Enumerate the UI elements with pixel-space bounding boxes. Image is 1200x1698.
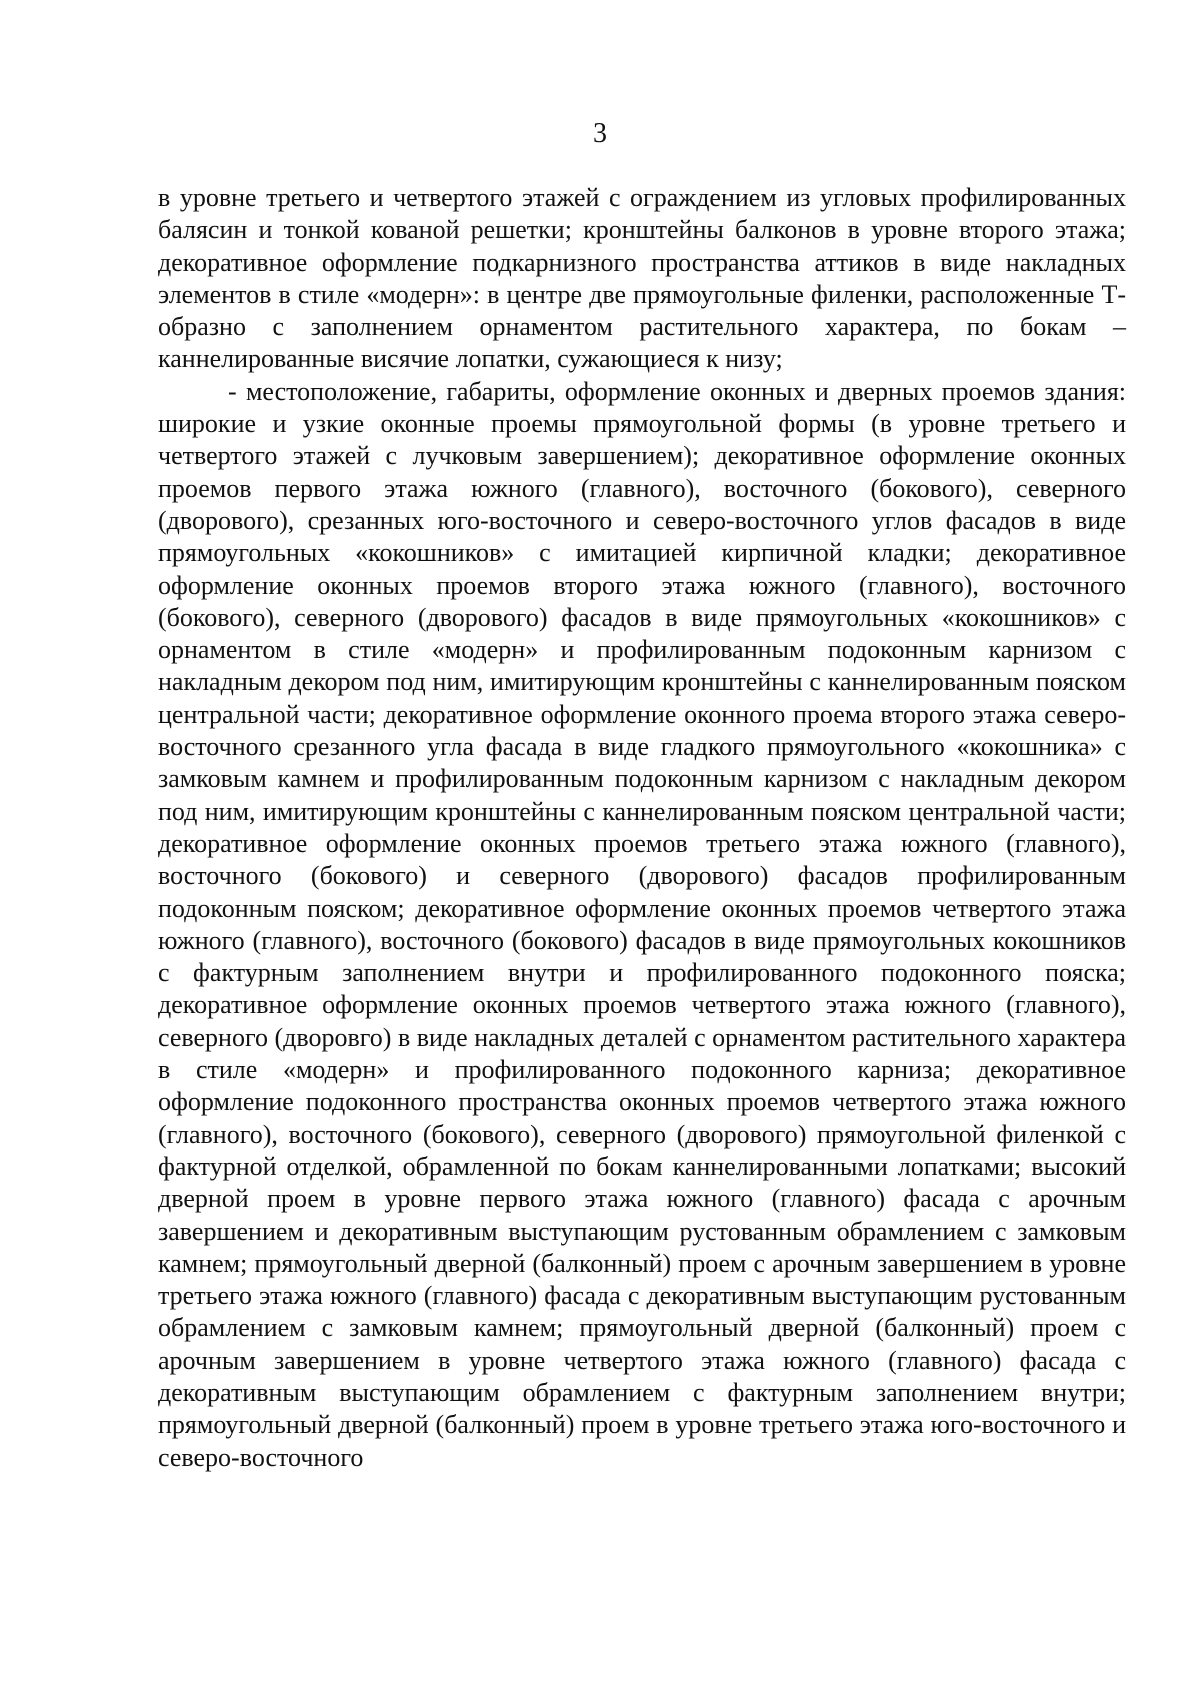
page-number: 3	[593, 118, 607, 149]
document-body	[158, 182, 1126, 1474]
paragraph-continuation: в уровне третьего и четвертого этажей с ограждением из угловых профилированных балясин и тонкой кованой решетки; кронштейны балконов в уровне второго этажа; декоративное оформление подкарнизного пространства аттиков в виде накладных элементов в стиле «модерн»: в центре две прямоугольные филенки, расположенные Т-образно с заполнением орнаментом растительного характера, по бокам – каннелированные висячие лопатки, сужающиеся к низу;	[158, 183, 1126, 374]
paragraph-window-door-openings: - местоположение, габариты, оформление оконных и дверных проемов здания: широкие и узкие оконные проемы прямоугольной формы (в уровне третьего и четвертого этажей с лучковым завершением); декоративное оформление оконных проемов первого этажа южного (главного), восточного (бокового), северного (дворового), срезанных юго-восточного и северо-восточного углов фасадов в виде прямоугольных «кокошников» с имитацией кирпичной кладки; декоративное оформление оконных проемов второго этажа южного (главного), восточного (бокового), северного (дворового) фасадов в виде прямоугольных «кокошников» с орнаментом в стиле «модерн» и профилированным подоконным карнизом с накладным декором под ним, имитирующим кронштейны с каннелированным пояском центральной части; декоративное оформление оконного проема второго этажа северо-восточного срезанного угла фасада в виде гладкого прямоугольного «кокошника» с замковым камнем и профилированным подоконным карнизом с накладным декором под ним, имитирующим кронштейны с каннелированным пояском центральной части; декоративное оформление оконных проемов третьего этажа южного (главного), восточного (бокового) и северного (дворового) фасадов профилированным подоконным пояском; декоративное оформление оконных проемов четвертого этажа южного (главного), восточного (бокового) фасадов в виде прямоугольных кокошников с фактурным заполнением внутри и профилированного подоконного пояска; декоративное оформление оконных проемов четвертого этажа южного (главного), северного (дворовго) в виде накладных деталей с орнаментом растительного характера в стиле «модерн» и профилированного подоконного карниза; декоративное оформление подоконного пространства оконных проемов четвертого этажа южного (главного), восточного (бокового), северного (дворового) прямоугольной филенкой с фактурной отделкой, обрамленной по бокам каннелированными лопатками; высокий дверной проем в уровне первого этажа южного (главного) фасада с арочным завершением и декоративным выступающим рустованным обрамлением с замковым камнем; прямоугольный дверной (балконный) проем с арочным завершением в уровне третьего этажа южного (главного) фасада с декоративным выступающим рустованным обрамлением с замковым камнем; прямоугольный дверной (балконный) проем с арочным завершением в уровне четвертого этажа южного (главного) фасада с декоративным выступающим обрамлением с фактурным заполнением внутри; прямоугольный дверной (балконный) проем в уровне третьего этажа юго-восточного и северо-восточного	[158, 376, 1126, 1472]
